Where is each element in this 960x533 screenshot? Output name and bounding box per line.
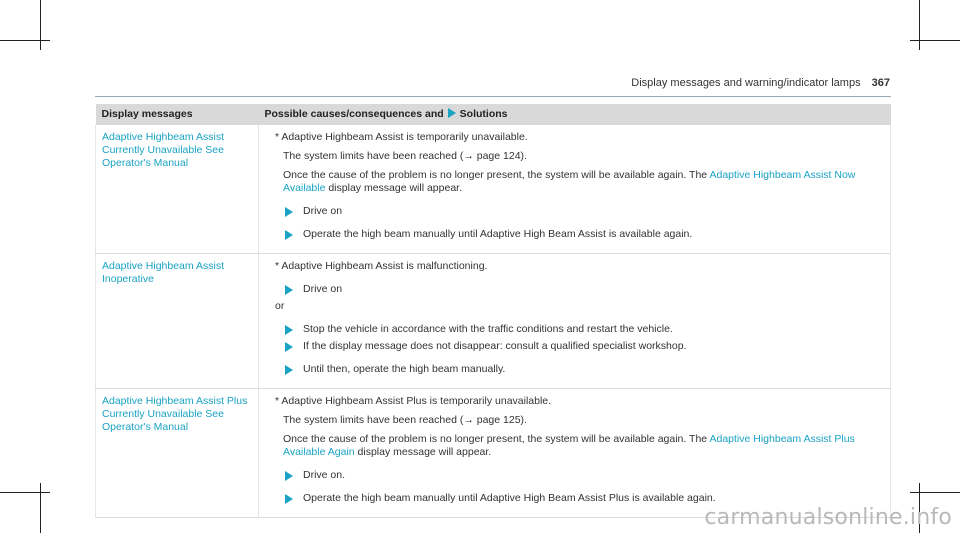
once-post: display message will appear.: [357, 446, 492, 458]
once-pre: Once the cause of the problem is no longer present, the system will be available again. The: [283, 433, 708, 445]
crop-mark: [910, 40, 960, 41]
crop-mark: [40, 483, 41, 533]
step-text: Operate the high beam manually until Adaptive High Beam Assist Plus is available again.: [303, 492, 716, 504]
display-message-ref: Adaptive Highbeam Assist Plus Available Again: [283, 433, 855, 458]
step-text: If the display message does not disappear: consult a qualified specialist workshop.: [303, 340, 687, 352]
display-message: Adaptive Highbeam Assist Inoperative: [96, 254, 259, 389]
step-text: Stop the vehicle in accordance with the traffic conditions and restart the vehicle.: [303, 323, 673, 335]
solution-cell: [259, 125, 891, 254]
arrow-icon: [285, 342, 293, 352]
step: [283, 228, 884, 241]
arrow-icon: [285, 494, 293, 504]
step-text: Until then, operate the high beam manually.: [303, 363, 506, 375]
crop-mark: [0, 492, 50, 493]
table-row: [96, 389, 891, 518]
limits-text: The system limits have been reached (→ page 124).: [283, 150, 527, 162]
step-text: Drive on: [303, 283, 343, 295]
arrow-icon: [285, 285, 293, 295]
crop-mark: [0, 40, 50, 41]
or-text: or: [275, 300, 285, 312]
arrow-icon: [285, 365, 293, 375]
step-text: Drive on.: [303, 469, 346, 481]
arrow-icon: [285, 325, 293, 335]
cause-text: * Adaptive Highbeam Assist Plus is temporarily unavailable.: [275, 395, 552, 407]
step: [283, 283, 884, 296]
table-row: [96, 254, 891, 389]
step-text: Operate the high beam manually until Adaptive High Beam Assist is available again.: [303, 228, 693, 240]
crop-mark: [910, 492, 960, 493]
running-title: Display messages and warning/indicator lamps: [631, 77, 861, 89]
step: [283, 340, 884, 353]
crop-mark: [919, 0, 920, 50]
table-header-row: [96, 104, 891, 125]
arrow-icon: [285, 471, 293, 481]
col-header-causes: Possible causes/consequences and: [264, 108, 444, 120]
solution-cell: [259, 254, 891, 389]
step: [283, 469, 884, 482]
once-text: [283, 169, 884, 195]
col-header-solutions-label: Solutions: [459, 108, 508, 120]
cause-text: * Adaptive Highbeam Assist is temporarily unavailable.: [275, 131, 528, 143]
table-row: [96, 125, 891, 254]
step-text: Drive on: [303, 205, 343, 217]
cause-text: * Adaptive Highbeam Assist is malfunctioning.: [275, 260, 488, 272]
crop-mark: [40, 0, 41, 50]
watermark: carmanualsonline.info: [704, 505, 952, 530]
col-header-messages: Display messages: [96, 104, 259, 125]
arrow-icon: [285, 230, 293, 240]
arrow-icon: [448, 108, 456, 118]
running-head: [631, 77, 890, 89]
step: [283, 205, 884, 218]
solution-cell: [259, 389, 891, 518]
once-post: display message will appear.: [328, 182, 462, 194]
display-message: Adaptive Highbeam Assist Currently Unavailable See Operator's Manual: [96, 125, 259, 254]
step: [283, 323, 884, 336]
page-number: 367: [871, 77, 890, 89]
once-pre: Once the cause of the problem is no longer present, the system will be available again. The: [283, 169, 708, 181]
display-message: Adaptive Highbeam Assist Plus Currently Unavailable See Operator's Manual: [96, 389, 259, 518]
once-text: [283, 433, 884, 459]
limits-text: The system limits have been reached (→ page 125).: [283, 414, 527, 426]
step: [283, 492, 884, 505]
step: [283, 363, 884, 376]
col-header-solutions: [259, 104, 891, 125]
arrow-icon: [285, 207, 293, 217]
header-rule: [95, 96, 891, 97]
display-message-ref: Adaptive Highbeam Assist Now Available: [283, 169, 856, 194]
display-messages-table: [95, 104, 891, 518]
